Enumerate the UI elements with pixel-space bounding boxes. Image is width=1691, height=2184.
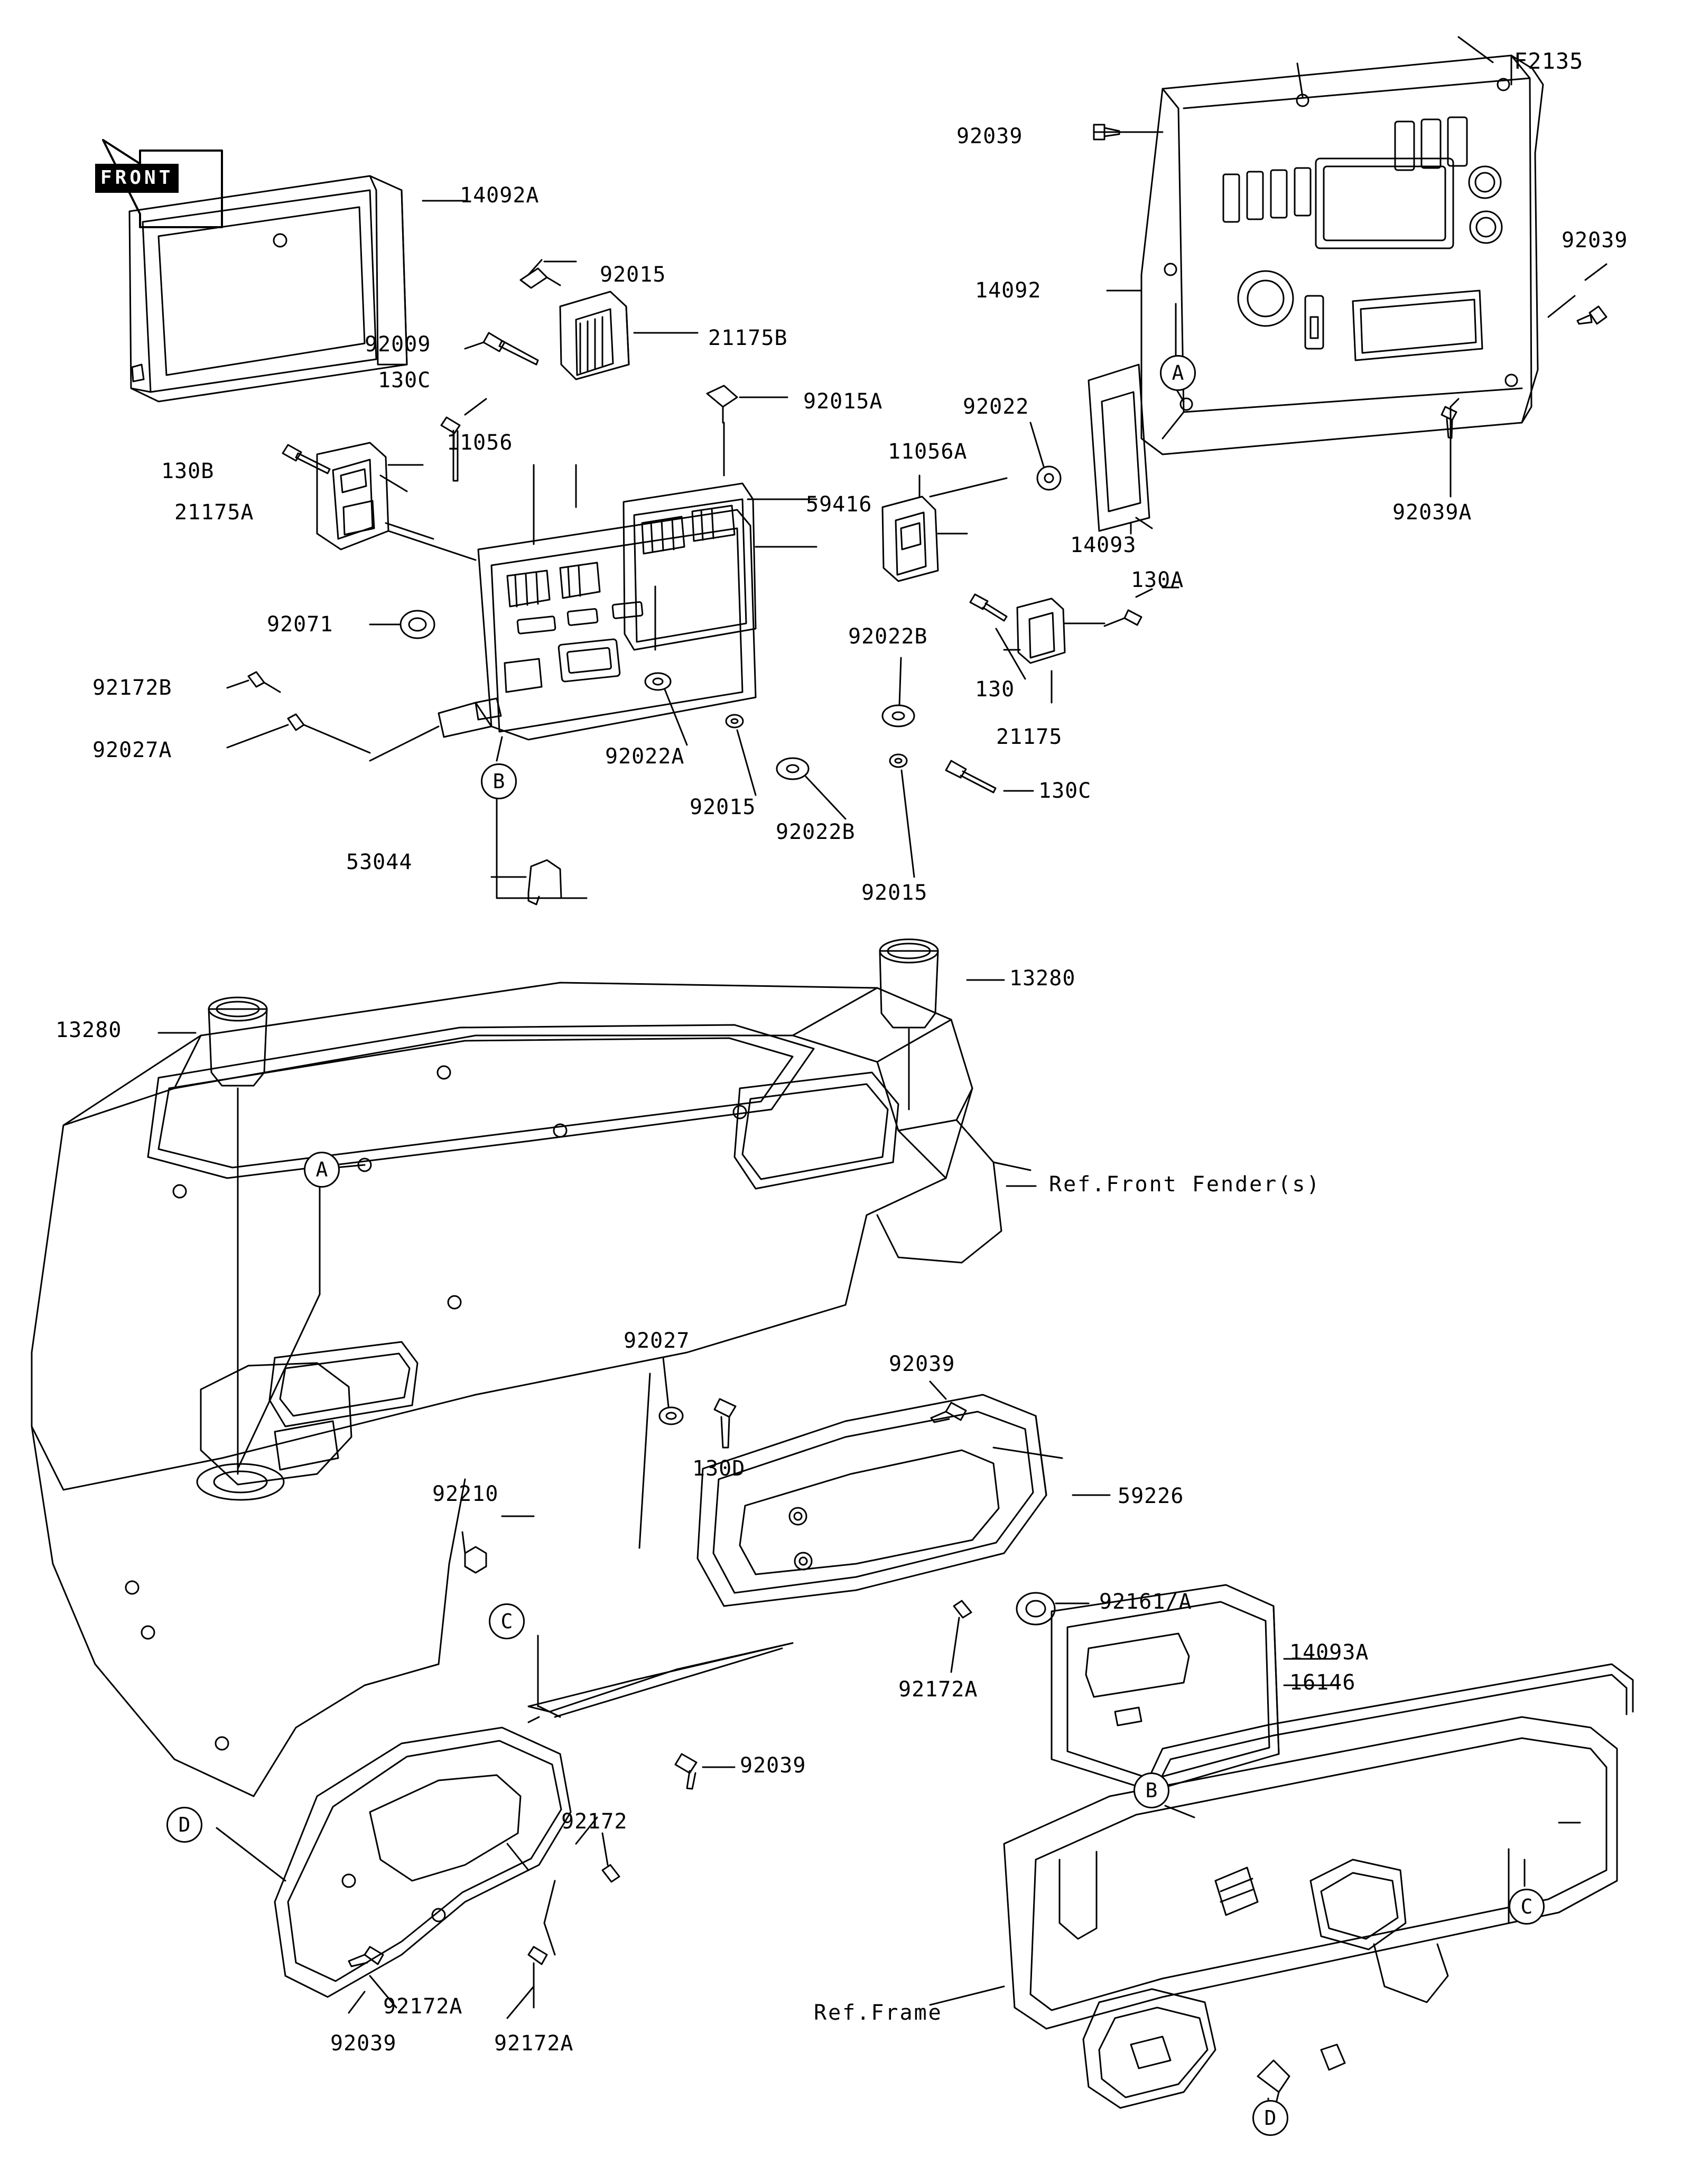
callout-92015a: 92015A bbox=[803, 389, 883, 414]
callout-92071: 92071 bbox=[267, 612, 333, 637]
meter-housing-b bbox=[370, 510, 756, 898]
dash-assembly-main bbox=[32, 983, 1030, 1796]
screw-92039a bbox=[1442, 407, 1456, 438]
callout-92009: 92009 bbox=[365, 332, 431, 357]
callout-92022: 92022 bbox=[963, 395, 1029, 419]
callout-92172a-3: 92172A bbox=[494, 2031, 574, 2056]
washer-92022a bbox=[645, 673, 687, 745]
callout-14092a: 14092A bbox=[460, 183, 540, 208]
callout-14092: 14092 bbox=[975, 278, 1042, 303]
screw-92039-console bbox=[675, 1754, 735, 1789]
callout-21175b: 21175B bbox=[708, 326, 788, 350]
callout-59226: 59226 bbox=[1118, 1484, 1184, 1508]
callout-130: 130 bbox=[975, 677, 1015, 702]
callout-92015-3: 92015 bbox=[861, 881, 928, 905]
callout-13280-left: 13280 bbox=[55, 1018, 122, 1042]
callout-13280-right: 13280 bbox=[1009, 966, 1076, 991]
left-console-lower bbox=[217, 1728, 597, 2018]
callout-59416: 59416 bbox=[806, 492, 872, 517]
nut-92015-mid bbox=[726, 715, 756, 795]
washer-92022 bbox=[1030, 423, 1061, 490]
console-channel bbox=[528, 1636, 793, 1722]
callout-92039-5: 92039 bbox=[330, 2031, 397, 2056]
callout-21175: 21175 bbox=[996, 725, 1063, 749]
pin-92027a bbox=[227, 714, 370, 753]
callout-11056a: 11056A bbox=[888, 440, 968, 464]
callout-11056: 11056 bbox=[447, 431, 513, 455]
callout-14093: 14093 bbox=[1070, 533, 1137, 557]
screw-92009 bbox=[465, 333, 538, 365]
screw-92039-right bbox=[1577, 306, 1606, 324]
pin-92172 bbox=[602, 1833, 619, 1882]
callout-92039-2: 92039 bbox=[1562, 228, 1628, 253]
callout-92039-1: 92039 bbox=[956, 124, 1023, 148]
screw-130b bbox=[283, 445, 407, 491]
callout-92172a-1: 92172A bbox=[898, 1677, 978, 1702]
callout-130a: 130A bbox=[1131, 568, 1184, 592]
screw-130c-right bbox=[946, 761, 1033, 792]
dash-panel-upper-right bbox=[1094, 37, 1606, 497]
callout-92172: 92172 bbox=[561, 1809, 628, 1834]
front-marker: FRONT bbox=[95, 164, 179, 193]
callout-130c-2: 130C bbox=[1038, 779, 1092, 803]
lower-dash-59226 bbox=[698, 1395, 1110, 1606]
callout-92039a: 92039A bbox=[1392, 500, 1472, 525]
bubble-c-frame: C bbox=[1509, 1889, 1545, 1925]
grommet-92161 bbox=[1017, 1593, 1089, 1625]
callout-130b: 130B bbox=[161, 459, 215, 483]
callout-ref-front-fender: Ref.Front Fender(s) bbox=[1049, 1172, 1321, 1197]
callout-ref-frame: Ref.Frame bbox=[814, 2001, 943, 2025]
bubble-d-frame: D bbox=[1252, 2100, 1288, 2136]
cap-130d bbox=[714, 1399, 736, 1448]
callout-92022b-1: 92022B bbox=[776, 820, 856, 844]
sheet-code: F2135 bbox=[1514, 48, 1584, 74]
bracket-11056a bbox=[882, 475, 1007, 581]
bubble-a-dash: A bbox=[304, 1152, 340, 1188]
bubble-c-console: C bbox=[489, 1603, 525, 1639]
module-21175a bbox=[317, 443, 476, 560]
callout-92027: 92027 bbox=[624, 1329, 690, 1353]
callout-92172b: 92172B bbox=[92, 676, 172, 700]
bubble-b-frame: B bbox=[1133, 1772, 1169, 1808]
nut-92015-right bbox=[890, 754, 914, 877]
panel-cover-14092a bbox=[129, 176, 465, 402]
pin-92172a bbox=[951, 1601, 971, 1672]
callout-92172a-2: 92172A bbox=[383, 1994, 463, 2019]
callout-92022b-2: 92022B bbox=[848, 624, 928, 649]
bubble-a-top: A bbox=[1160, 355, 1196, 391]
trim-14093 bbox=[1089, 365, 1152, 534]
washer-92022b-2 bbox=[882, 658, 914, 726]
callout-14093a: 14093A bbox=[1289, 1640, 1369, 1665]
callout-92161: 92161/A bbox=[1099, 1590, 1192, 1614]
callout-92015-2: 92015 bbox=[690, 795, 756, 819]
callout-130c-1: 130C bbox=[378, 368, 431, 393]
callout-92015-1: 92015 bbox=[600, 263, 666, 287]
callout-92022a: 92022A bbox=[605, 744, 685, 769]
bubble-b-meter: B bbox=[481, 763, 517, 799]
callout-21175a: 21175A bbox=[174, 500, 254, 525]
pin-92172b bbox=[227, 672, 280, 692]
nut-92210 bbox=[462, 1516, 534, 1573]
callout-53044: 53044 bbox=[346, 850, 413, 874]
washer-92022b-1 bbox=[777, 758, 846, 819]
bubble-d-left: D bbox=[166, 1807, 202, 1843]
callout-92210: 92210 bbox=[432, 1482, 499, 1506]
screw-130a bbox=[1104, 587, 1178, 626]
module-21175-right bbox=[1004, 599, 1104, 703]
callout-92039-4: 92039 bbox=[740, 1753, 806, 1778]
callout-92039-3: 92039 bbox=[889, 1352, 955, 1376]
callout-130d: 130D bbox=[692, 1457, 746, 1481]
callout-16146: 16146 bbox=[1289, 1670, 1356, 1695]
callout-92027a: 92027A bbox=[92, 738, 172, 762]
glovebox-door-14093a bbox=[1052, 1585, 1337, 1807]
nut-92027 bbox=[639, 1358, 683, 1548]
clip-92015a bbox=[707, 386, 787, 475]
circuit-board-59416 bbox=[624, 483, 816, 650]
